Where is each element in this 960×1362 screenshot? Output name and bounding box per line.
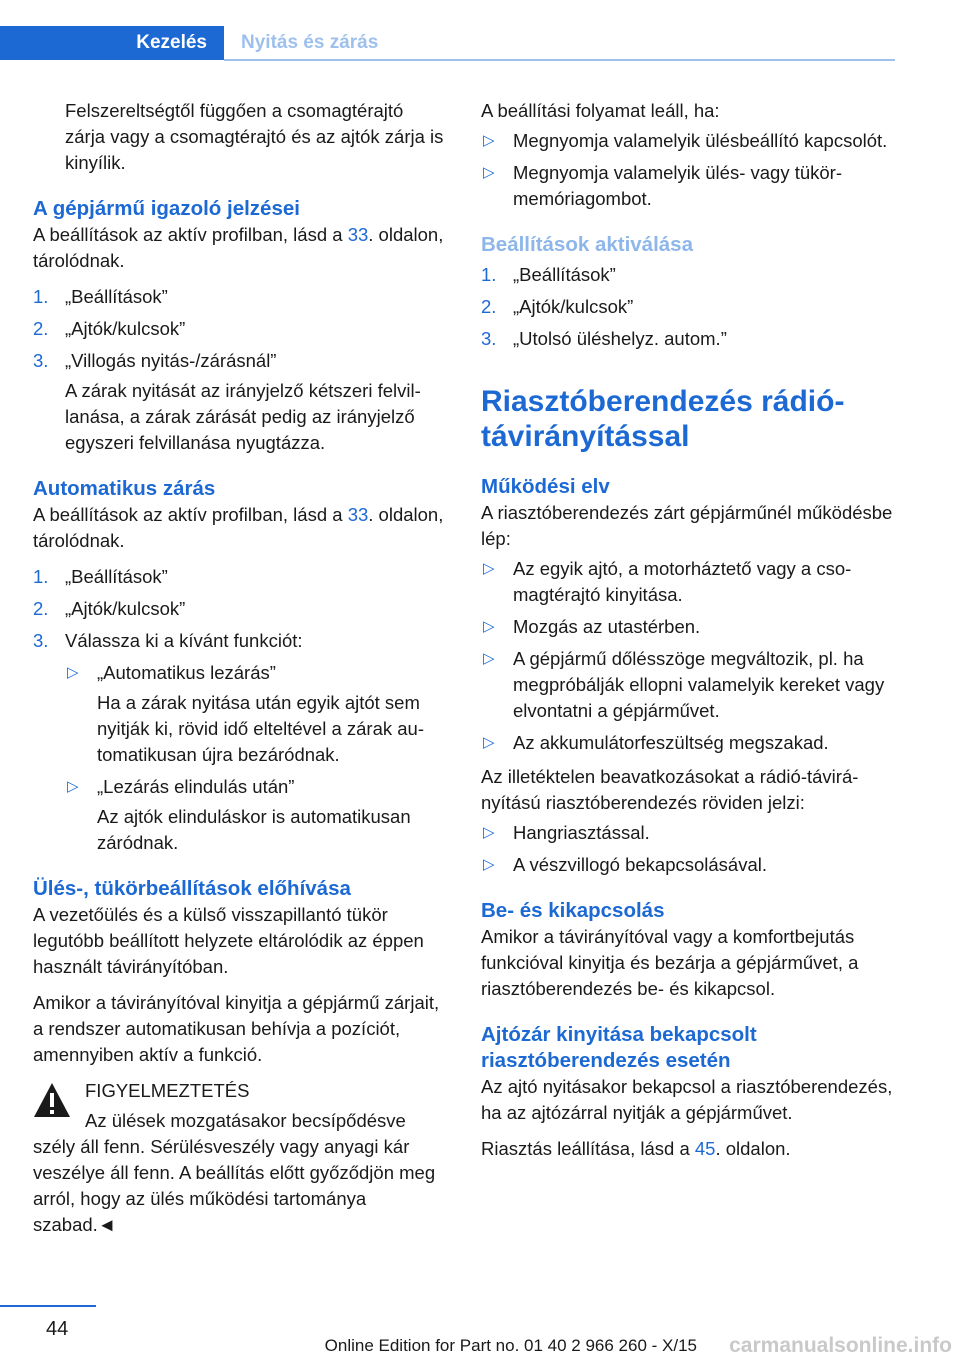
section-paragraph: Amikor a távirányítóval vagy a komfortbejutás funkcióval kinyitja és bezárja a gépjárművet, a riasztóberendezés be- és kikapcsol. [481, 926, 859, 999]
page-link-45[interactable]: 45 [694, 1138, 716, 1159]
list-item-text: „Beállítások” [513, 264, 616, 285]
bullet-label: „Automatikus lezárás” [97, 662, 276, 683]
page-link-33[interactable]: 33 [347, 224, 369, 245]
footer-divider [0, 1305, 96, 1307]
right-column [481, 98, 895, 1172]
header-divider [224, 59, 895, 61]
section-paragraph: A riasztóberendezés zárt gépjárműnél működésbe lép: [481, 502, 893, 549]
tab-kezeles[interactable]: Kezelés [0, 26, 224, 60]
section-title-mukodesi-elv: Működési elv [481, 475, 610, 498]
bullet-item [65, 660, 448, 768]
list-item-text: „Villogás nyitás-/zárásnál” [65, 350, 277, 371]
list-number: 1. [33, 286, 49, 307]
bullet-item [481, 820, 895, 846]
list-item [33, 316, 448, 342]
paragraph-text: Riasztás leállítása, lásd a [481, 1138, 695, 1159]
list-item [33, 628, 448, 856]
section-paragraph [481, 1136, 895, 1162]
bullet-list [481, 556, 895, 756]
list-number: 2. [33, 318, 49, 339]
triangle-bullet-icon: ▷ [483, 164, 495, 181]
bullet-text: Az egyik ajtó, a motorháztető vagy a csomagtérajtó kinyitása. [513, 558, 852, 605]
list-number: 3. [33, 350, 49, 371]
triangle-bullet-icon: ▷ [483, 618, 495, 635]
page-number: 44 [46, 1318, 69, 1340]
paragraph-text: . oldalon, tárolódnak. [33, 504, 444, 551]
list-item-text: „Beállítások” [65, 286, 168, 307]
page-header [0, 0, 960, 62]
triangle-bullet-icon: ▷ [483, 560, 495, 577]
list-item [481, 294, 895, 320]
section-title-ules-tukor: Ülés-, tükörbeállítások előhívása [33, 877, 351, 900]
list-item-text: Válassza ki a kívánt funkciót: [65, 630, 303, 651]
bullet-label: „Lezárás elindulás után” [97, 776, 295, 797]
bullet-list [481, 128, 895, 212]
paragraph-text: . oldalon, tárolódnak. [33, 224, 444, 271]
bullet-item [481, 730, 895, 756]
edition-text: Online Edition for Part no. 01 40 2 966 260 - X/15 [324, 1336, 697, 1355]
list-item [33, 564, 448, 590]
section-title-beallitasok-aktivalasa: Beállítások aktiválása [481, 233, 693, 256]
warning-title: FIGYELMEZTETÉS [85, 1080, 250, 1101]
chapter-title-riasztoberendezes: Riasztóberendezés rádiótávirányítással [481, 385, 845, 453]
section-paragraph [33, 222, 448, 274]
triangle-bullet-icon: ▷ [483, 734, 495, 751]
warning-box [33, 1078, 448, 1238]
list-number: 3. [33, 630, 49, 651]
list-item [481, 326, 895, 352]
triangle-bullet-icon: ▷ [483, 132, 495, 149]
watermark: carmanualsonline.info [729, 1334, 952, 1357]
bullet-text: Hangriasztással. [513, 822, 650, 843]
bullet-item [481, 646, 895, 724]
bullet-text: Mozgás az utastérben. [513, 616, 701, 637]
bullet-item [65, 774, 448, 856]
section-title-be-es-kikapcsolas: Be- és kikapcsolás [481, 899, 665, 922]
paragraph-text: . oldalon. [715, 1138, 791, 1159]
bullet-text: Megnyomja valamelyik ülés- vagy tükörmemóriagombot. [513, 162, 843, 209]
numbered-list [33, 284, 448, 456]
section-paragraph: Amikor a távirányítóval kinyitja a gépjármű zárjait, a rendszer automatikusan behívja a pozíciót, amennyiben aktív a funkció. [33, 992, 440, 1065]
list-number: 3. [481, 328, 497, 349]
list-item [33, 348, 448, 456]
triangle-bullet-icon: ▷ [483, 856, 495, 873]
bullet-item [481, 160, 895, 212]
tab-nyitas-es-zaras[interactable]: Nyitás és zárás [241, 32, 379, 53]
intro-paragraph: Felszereltségtől függően a csomagtérajtó zárja vagy a csomagtérajtó és az ajtók zárja is kinyílik. [65, 100, 444, 173]
warning-icon [33, 1082, 71, 1118]
list-item-text: „Ajtók/kulcsok” [65, 318, 186, 339]
bullet-item [481, 128, 895, 154]
bullet-list [65, 660, 448, 856]
section-paragraph [33, 502, 448, 554]
triangle-bullet-icon: ▷ [483, 824, 495, 841]
paragraph-text: A beállítások az aktív profilban, lásd a [33, 224, 348, 245]
list-number: 2. [481, 296, 497, 317]
triangle-bullet-icon: ▷ [483, 650, 495, 667]
section-title-ajtozar-kinyitasa: Ajtózár kinyitása bekapcsolt riasztóberendezés esetén [481, 1023, 757, 1072]
list-item-text: „Ajtók/kulcsok” [65, 598, 186, 619]
warning-text: szély áll fenn. Sérülésveszély vagy anyagi kár veszélye áll fenn. A beállítás előtt győződjön meg arról, hogy az ülés működési tartománya szabad.◄ [33, 1136, 436, 1235]
bullet-item [481, 556, 895, 608]
bullet-description: Ha a zárak nyitása után egyik ajtót sem nyitják ki, rövid idő elteltével a zárak automatikusan újra bezáródnak. [97, 692, 424, 765]
list-item [481, 262, 895, 288]
triangle-bullet-icon: ▷ [67, 778, 79, 795]
section-title-automatikus-zaras: Automatikus zárás [33, 477, 216, 500]
numbered-list [33, 564, 448, 856]
bullet-description: Az ajtók elinduláskor is automatikusan záródnak. [97, 806, 411, 853]
bullet-text: Az akkumulátorfeszültség megszakad. [513, 732, 829, 753]
numbered-list [481, 262, 895, 352]
intro-paragraph: A beállítási folyamat leáll, ha: [481, 100, 720, 121]
list-number: 1. [481, 264, 497, 285]
section-paragraph: Az illetéktelen beavatkozásokat a rádió-távirányítású riasztóberendezés röviden jelzi: [481, 766, 859, 813]
list-item-text: „Beállítások” [65, 566, 168, 587]
triangle-bullet-icon: ▷ [67, 664, 79, 681]
bullet-text: Megnyomja valamelyik ülésbeállító kapcsolót. [513, 130, 888, 151]
section-paragraph: A vezetőülés és a külső visszapillantó tükör legutóbb beállított helyzete eltárolódik az éppen használt távirányítóban. [33, 904, 424, 977]
bullet-item [481, 852, 895, 878]
bullet-item [481, 614, 895, 640]
list-item-text: „Utolsó üléshelyz. autom.” [513, 328, 727, 349]
list-item [33, 596, 448, 622]
list-item-text: „Ajtók/kulcsok” [513, 296, 634, 317]
list-number: 1. [33, 566, 49, 587]
page-link-33[interactable]: 33 [347, 504, 369, 525]
bullet-text: A vészvillogó bekapcsolásával. [513, 854, 768, 875]
bullet-text: A gépjármű dőlésszöge megváltozik, pl. ha megpróbálják ellopni valamelyik kereket vagy elvontatni a gépjárművet. [513, 648, 885, 721]
warning-text-first-line: Az ülések mozgatásakor becsípődésve [85, 1110, 406, 1131]
bullet-list [481, 820, 895, 878]
list-number: 2. [33, 598, 49, 619]
section-title-igazolo-jelzesek: A gépjármű igazoló jelzései [33, 197, 300, 220]
list-item [33, 284, 448, 310]
left-column [33, 98, 448, 1238]
list-item-description: A zárak nyitását az irányjelző kétszeri felvillanása, a zárak zárását pedig az irányjelző egyszeri felvillanása nyugtázza. [65, 380, 421, 453]
paragraph-text: A beállítások az aktív profilban, lásd a [33, 504, 348, 525]
section-paragraph: Az ajtó nyitásakor bekapcsol a riasztóberendezés, ha az ajtózárral nyitják a gépjárművet. [481, 1076, 893, 1123]
